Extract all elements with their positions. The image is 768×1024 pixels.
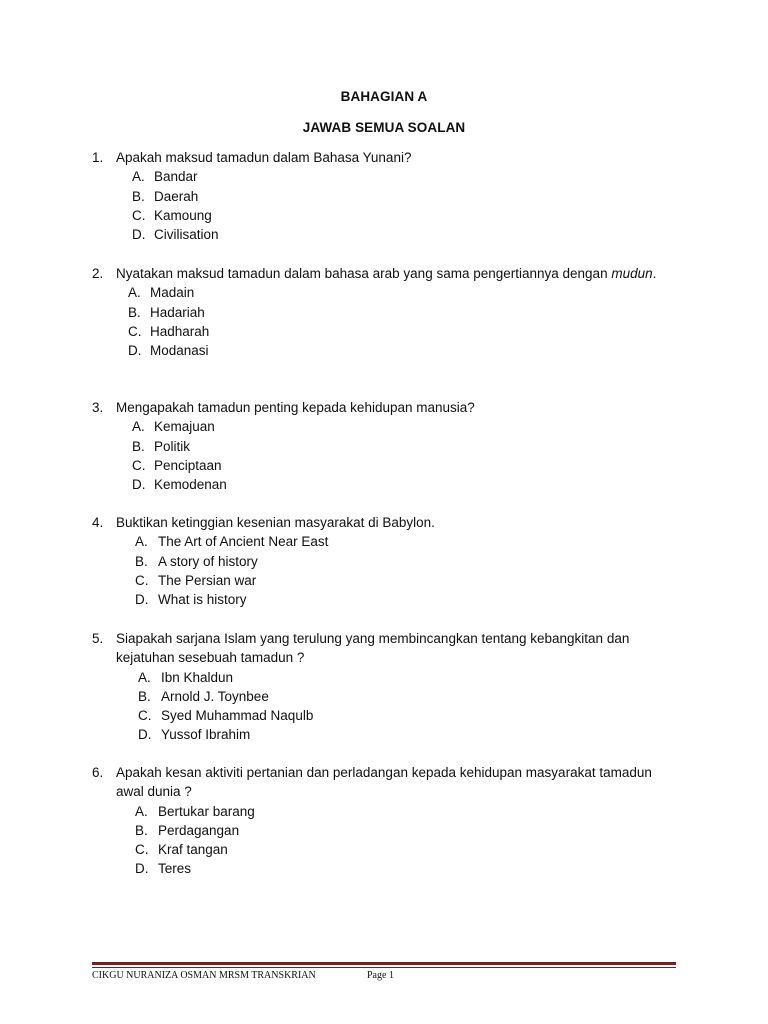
option-list	[135, 802, 672, 879]
question-stem	[92, 629, 672, 668]
option-b[interactable]: B. Perdagangan	[135, 822, 240, 838]
option-a[interactable]: A. Kemajuan	[132, 419, 215, 435]
footer-rule-thick	[92, 962, 676, 965]
question-number: 2.	[92, 266, 104, 281]
question-6	[92, 763, 672, 879]
section-title: BAHAGIAN A	[340, 89, 428, 104]
option-list	[138, 668, 672, 745]
question-2	[92, 264, 672, 360]
option-a[interactable]: A. Bandar	[132, 169, 198, 185]
question-4	[92, 513, 672, 609]
question-number: 3.	[92, 400, 104, 415]
option-b[interactable]: B. Politik	[132, 438, 191, 454]
option-d[interactable]: D. Modanasi	[128, 343, 209, 359]
option-a[interactable]: A. Bertukar barang	[135, 803, 255, 819]
option-a[interactable]: A. The Art of Ancient Near East	[135, 534, 329, 550]
question-1	[92, 148, 672, 244]
option-d[interactable]: D. Kemodenan	[132, 477, 227, 493]
option-d[interactable]: D. Yussof Ibrahim	[138, 727, 251, 743]
option-c[interactable]: C. Kamoung	[132, 207, 212, 223]
instruction-title: JAWAB SEMUA SOALAN	[302, 120, 466, 135]
question-number: 4.	[92, 515, 104, 530]
question-text: Nyatakan maksud tamadun dalam bahasa arab yang sama pengertiannya dengan	[116, 266, 612, 281]
option-c[interactable]: C. Kraf tangan	[135, 842, 228, 858]
question-number: 6.	[92, 765, 104, 780]
question-text: Siapakah sarjana Islam yang terulung yang membincangkan tentang kebangkitan dan kejatuhan sesebuah tamadun ?	[116, 631, 630, 666]
option-c[interactable]: C. The Persian war	[135, 572, 257, 588]
question-text: Apakah kesan aktiviti pertanian dan perladangan kepada kehidupan masyarakat tamadun awal dunia ?	[116, 765, 652, 800]
option-c[interactable]: C. Penciptaan	[132, 457, 222, 473]
question-text-end: .	[652, 266, 657, 281]
option-list	[135, 532, 672, 609]
option-list	[132, 417, 672, 494]
option-c[interactable]: C. Syed Muhammad Naqulb	[138, 708, 314, 724]
option-b[interactable]: B. Hadariah	[128, 304, 205, 320]
option-b[interactable]: B. Arnold J. Toynbee	[138, 688, 269, 704]
option-d[interactable]: D. Teres	[135, 861, 192, 877]
question-text: Buktikan ketinggian kesenian masyarakat di Babylon.	[116, 515, 435, 530]
question-stem	[92, 148, 672, 167]
question-stem	[92, 398, 672, 417]
question-text-italic: mudun	[611, 266, 653, 281]
footer-page-number: Page 1	[367, 970, 394, 981]
question-number: 5.	[92, 631, 104, 646]
option-list	[128, 283, 672, 360]
question-stem	[92, 264, 672, 283]
option-b[interactable]: B. Daerah	[132, 188, 199, 204]
question-3	[92, 398, 672, 494]
question-text: Apakah maksud tamadun dalam Bahasa Yunani?	[116, 150, 412, 165]
option-d[interactable]: D. Civilisation	[132, 227, 219, 243]
question-stem	[92, 513, 672, 532]
footer-author: CIKGU NURANIZA OSMAN MRSM TRANSKRIAN	[92, 970, 316, 981]
option-b[interactable]: B. A story of history	[135, 553, 258, 569]
question-number: 1.	[92, 150, 104, 165]
question-text: Mengapakah tamadun penting kepada kehidupan manusia?	[116, 400, 475, 415]
option-a[interactable]: A. Ibn Khaldun	[138, 669, 234, 685]
question-stem	[92, 763, 672, 802]
question-5	[92, 629, 672, 745]
option-d[interactable]: D. What is history	[135, 592, 247, 608]
option-list	[132, 167, 672, 244]
option-a[interactable]: A. Madain	[128, 285, 195, 301]
footer-rule-thin	[92, 967, 676, 968]
option-c[interactable]: C. Hadharah	[128, 323, 210, 339]
